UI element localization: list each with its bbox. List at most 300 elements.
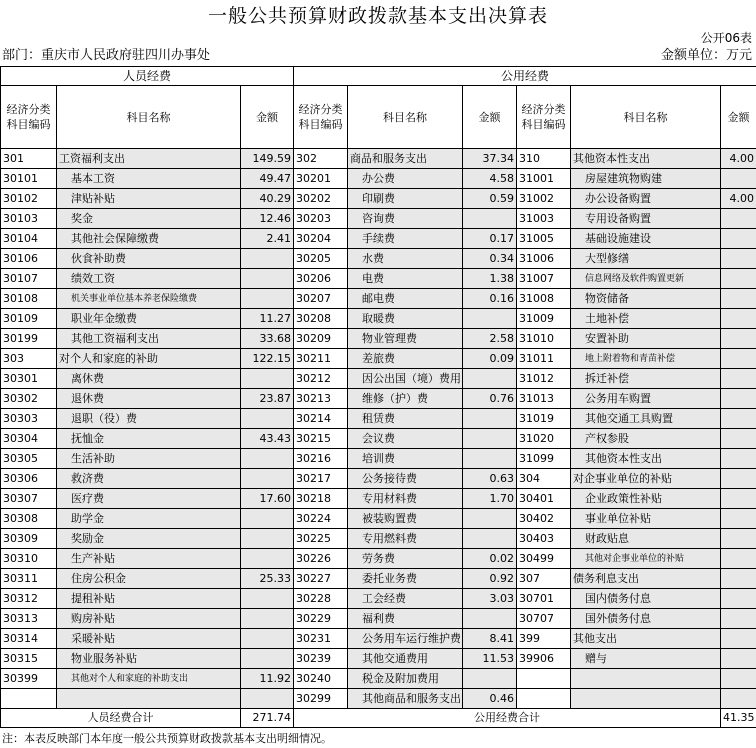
code-cell: 31009 <box>517 309 571 329</box>
code-cell: 30401 <box>517 489 571 509</box>
amount-cell <box>241 529 294 549</box>
code-cell: 30224 <box>294 509 348 529</box>
amount-cell <box>721 649 756 669</box>
amount-unit-label: 金额单位：万元 <box>660 48 752 63</box>
amount-cell <box>241 609 294 629</box>
code-cell: 30299 <box>294 689 348 709</box>
amount-cell <box>721 309 756 329</box>
code-cell: 30215 <box>294 429 348 449</box>
amount-cell <box>721 369 756 389</box>
amount-cell <box>721 349 756 369</box>
code-cell: 30701 <box>517 589 571 609</box>
form-code: 公开06表 <box>700 31 752 45</box>
code-cell: 30227 <box>294 569 348 589</box>
amount-cell <box>721 249 756 269</box>
code-cell: 30103 <box>1 209 57 229</box>
table-row <box>1 289 756 309</box>
name-cell: 专用设备购置 <box>571 209 721 229</box>
code-cell: 30229 <box>294 609 348 629</box>
amount-cell <box>241 629 294 649</box>
code-cell: 30304 <box>1 429 57 449</box>
amount-cell <box>721 269 756 289</box>
amount-cell: 1.38 <box>463 269 517 289</box>
name-cell: 大型修缮 <box>571 249 721 269</box>
table-row <box>1 329 756 349</box>
code-cell: 30228 <box>294 589 348 609</box>
code-cell: 30201 <box>294 169 348 189</box>
column-header-code: 经济分类科目编码 <box>1 86 57 149</box>
name-cell: 财政贴息 <box>571 529 721 549</box>
amount-cell: 1.70 <box>463 489 517 509</box>
name-cell: 水费 <box>348 249 463 269</box>
table-row <box>1 409 756 429</box>
amount-cell: 4.58 <box>463 169 517 189</box>
amount-cell: 4.00 <box>721 149 756 169</box>
name-cell: 奖励金 <box>57 529 241 549</box>
amount-cell: 23.87 <box>241 389 294 409</box>
name-cell: 印刷费 <box>348 189 463 209</box>
name-cell: 其他商品和服务支出 <box>348 689 463 709</box>
code-cell: 30202 <box>294 189 348 209</box>
amount-cell <box>721 609 756 629</box>
code-cell <box>517 669 571 689</box>
amount-cell: 0.92 <box>463 569 517 589</box>
table-row <box>1 349 756 369</box>
amount-cell <box>721 289 756 309</box>
column-header-amount: 金额 <box>463 86 517 149</box>
name-cell: 公务用车运行维护费 <box>348 629 463 649</box>
amount-cell <box>721 169 756 189</box>
amount-cell: 33.68 <box>241 329 294 349</box>
amount-cell <box>721 429 756 449</box>
table-row <box>1 669 756 689</box>
amount-cell: 0.02 <box>463 549 517 569</box>
name-cell: 其他对企事业单位的补贴 <box>571 549 721 569</box>
name-cell: 基础设施建设 <box>571 229 721 249</box>
amount-cell: 0.59 <box>463 189 517 209</box>
code-cell: 30239 <box>294 649 348 669</box>
code-cell: 30214 <box>294 409 348 429</box>
amount-cell <box>721 689 756 709</box>
name-cell: 生活补助 <box>57 449 241 469</box>
amount-cell <box>241 469 294 489</box>
amount-cell <box>721 469 756 489</box>
code-cell: 31013 <box>517 389 571 409</box>
amount-cell: 12.46 <box>241 209 294 229</box>
name-cell: 咨询费 <box>348 209 463 229</box>
code-cell: 30204 <box>294 229 348 249</box>
amount-cell: 11.92 <box>241 669 294 689</box>
code-cell: 30218 <box>294 489 348 509</box>
code-cell: 31012 <box>517 369 571 389</box>
code-cell: 31019 <box>517 409 571 429</box>
name-cell: 其他资本性支出 <box>571 449 721 469</box>
name-cell: 其他交通工具购置 <box>571 409 721 429</box>
public-total-label: 公用经费合计 <box>294 709 721 728</box>
code-cell: 31001 <box>517 169 571 189</box>
name-cell: 安置补助 <box>571 329 721 349</box>
code-cell: 30303 <box>1 409 57 429</box>
code-cell: 30211 <box>294 349 348 369</box>
name-cell: 公务接待费 <box>348 469 463 489</box>
table-row <box>1 489 756 509</box>
name-cell: 助学金 <box>57 509 241 529</box>
name-cell: 提租补贴 <box>57 589 241 609</box>
amount-cell: 2.41 <box>241 229 294 249</box>
table-row <box>1 249 756 269</box>
name-cell: 维修（护）费 <box>348 389 463 409</box>
name-cell: 其他工资福利支出 <box>57 329 241 349</box>
name-cell: 其他支出 <box>571 629 721 649</box>
amount-cell: 0.09 <box>463 349 517 369</box>
name-cell: 委托业务费 <box>348 569 463 589</box>
code-cell: 30109 <box>1 309 57 329</box>
amount-cell <box>241 249 294 269</box>
table-row <box>1 229 756 249</box>
name-cell: 差旅费 <box>348 349 463 369</box>
code-cell: 30315 <box>1 649 57 669</box>
code-cell: 399 <box>517 629 571 649</box>
amount-cell <box>463 449 517 469</box>
code-cell: 30402 <box>517 509 571 529</box>
code-cell: 302 <box>294 149 348 169</box>
code-cell: 31010 <box>517 329 571 349</box>
code-cell: 31006 <box>517 249 571 269</box>
name-cell: 取暖费 <box>348 309 463 329</box>
public-total-value: 41.35 <box>721 709 756 728</box>
code-cell: 30208 <box>294 309 348 329</box>
name-cell: 对企事业单位的补贴 <box>571 469 721 489</box>
name-cell: 机关事业单位基本养老保险缴费 <box>57 289 241 309</box>
name-cell: 事业单位补贴 <box>571 509 721 529</box>
name-cell: 抚恤金 <box>57 429 241 449</box>
code-cell <box>517 689 571 709</box>
code-cell: 31005 <box>517 229 571 249</box>
table-row <box>1 649 756 669</box>
column-header-amount: 金额 <box>241 86 294 149</box>
amount-cell <box>241 449 294 469</box>
name-cell: 退职（役）费 <box>57 409 241 429</box>
name-cell: 救济费 <box>57 469 241 489</box>
name-cell: 国内债务付息 <box>571 589 721 609</box>
code-cell: 301 <box>1 149 57 169</box>
code-cell: 39906 <box>517 649 571 669</box>
table-row <box>1 189 756 209</box>
amount-cell <box>721 229 756 249</box>
code-cell: 31011 <box>517 349 571 369</box>
code-cell: 30206 <box>294 269 348 289</box>
amount-cell: 8.41 <box>463 629 517 649</box>
code-cell: 31099 <box>517 449 571 469</box>
code-cell: 30311 <box>1 569 57 589</box>
amount-cell <box>721 509 756 529</box>
table-row <box>1 529 756 549</box>
amount-cell <box>241 269 294 289</box>
code-cell: 30310 <box>1 549 57 569</box>
name-cell: 拆迁补偿 <box>571 369 721 389</box>
amount-cell <box>721 589 756 609</box>
amount-cell: 3.03 <box>463 589 517 609</box>
amount-cell <box>721 449 756 469</box>
personnel-total-label: 人员经费合计 <box>1 709 241 728</box>
name-cell: 其他对个人和家庭的补助支出 <box>57 669 241 689</box>
table-row <box>1 629 756 649</box>
code-cell: 30312 <box>1 589 57 609</box>
code-cell: 303 <box>1 349 57 369</box>
name-cell: 会议费 <box>348 429 463 449</box>
amount-cell <box>721 209 756 229</box>
table-row <box>1 449 756 469</box>
code-cell: 310 <box>517 149 571 169</box>
amount-cell: 122.15 <box>241 349 294 369</box>
section-header-public: 公用经费 <box>294 67 756 86</box>
name-cell: 对个人和家庭的补助 <box>57 349 241 369</box>
amount-cell <box>463 209 517 229</box>
name-cell: 手续费 <box>348 229 463 249</box>
code-cell: 30205 <box>294 249 348 269</box>
name-cell <box>571 669 721 689</box>
code-cell: 30216 <box>294 449 348 469</box>
section-header-personnel: 人员经费 <box>1 67 294 86</box>
name-cell: 奖金 <box>57 209 241 229</box>
amount-cell <box>463 409 517 429</box>
name-cell: 房屋建筑物购建 <box>571 169 721 189</box>
amount-cell <box>241 549 294 569</box>
table-row <box>1 609 756 629</box>
code-cell: 30213 <box>294 389 348 409</box>
name-cell: 物资储备 <box>571 289 721 309</box>
code-cell: 30226 <box>294 549 348 569</box>
footnote: 注：本表反映部门本年度一般公共预算财政拨款基本支出明细情况。 <box>2 732 332 745</box>
amount-cell <box>463 309 517 329</box>
code-cell: 30499 <box>517 549 571 569</box>
code-cell: 30108 <box>1 289 57 309</box>
amount-cell: 2.58 <box>463 329 517 349</box>
amount-cell <box>241 689 294 709</box>
amount-cell <box>463 369 517 389</box>
name-cell: 税金及附加费用 <box>348 669 463 689</box>
name-cell: 劳务费 <box>348 549 463 569</box>
amount-cell <box>721 569 756 589</box>
code-cell: 30203 <box>294 209 348 229</box>
personnel-total-value: 271.74 <box>241 709 294 728</box>
amount-cell: 25.33 <box>241 569 294 589</box>
name-cell: 租赁费 <box>348 409 463 429</box>
name-cell <box>57 689 241 709</box>
amount-cell: 37.34 <box>463 149 517 169</box>
name-cell: 退休费 <box>57 389 241 409</box>
name-cell: 办公费 <box>348 169 463 189</box>
name-cell: 债务利息支出 <box>571 569 721 589</box>
report-title: 一般公共预算财政拨款基本支出决算表 <box>207 5 548 27</box>
amount-cell <box>241 509 294 529</box>
code-cell: 30403 <box>517 529 571 549</box>
amount-cell <box>241 649 294 669</box>
name-cell: 邮电费 <box>348 289 463 309</box>
amount-cell: 0.16 <box>463 289 517 309</box>
name-cell: 产权参股 <box>571 429 721 449</box>
code-cell: 30240 <box>294 669 348 689</box>
amount-cell: 149.59 <box>241 149 294 169</box>
name-cell <box>571 689 721 709</box>
code-cell: 30209 <box>294 329 348 349</box>
column-header-name: 科目名称 <box>57 86 241 149</box>
amount-cell <box>241 369 294 389</box>
amount-cell <box>463 529 517 549</box>
name-cell: 物业管理费 <box>348 329 463 349</box>
name-cell: 商品和服务支出 <box>348 149 463 169</box>
amount-cell: 43.43 <box>241 429 294 449</box>
table-row <box>1 209 756 229</box>
code-cell: 31002 <box>517 189 571 209</box>
name-cell: 医疗费 <box>57 489 241 509</box>
table-row <box>1 689 756 709</box>
name-cell: 企业政策性补贴 <box>571 489 721 509</box>
code-cell: 30306 <box>1 469 57 489</box>
name-cell: 信息网络及软件购置更新 <box>571 269 721 289</box>
code-cell: 30199 <box>1 329 57 349</box>
table-row <box>1 509 756 529</box>
code-cell: 30106 <box>1 249 57 269</box>
code-cell: 31008 <box>517 289 571 309</box>
amount-cell: 0.34 <box>463 249 517 269</box>
table-row <box>1 589 756 609</box>
code-cell: 30308 <box>1 509 57 529</box>
amount-cell <box>721 629 756 649</box>
name-cell: 其他资本性支出 <box>571 149 721 169</box>
amount-cell: 0.76 <box>463 389 517 409</box>
amount-cell <box>241 409 294 429</box>
name-cell: 福利费 <box>348 609 463 629</box>
table-row <box>1 549 756 569</box>
code-cell: 30309 <box>1 529 57 549</box>
code-cell: 30225 <box>294 529 348 549</box>
amount-cell <box>241 289 294 309</box>
amount-cell <box>721 329 756 349</box>
column-header-code: 经济分类科目编码 <box>517 86 571 149</box>
name-cell: 培训费 <box>348 449 463 469</box>
name-cell: 工资福利支出 <box>57 149 241 169</box>
amount-cell <box>241 589 294 609</box>
name-cell: 专用燃料费 <box>348 529 463 549</box>
table-row <box>1 269 756 289</box>
table-row <box>1 569 756 589</box>
name-cell: 职业年金缴费 <box>57 309 241 329</box>
code-cell: 30231 <box>294 629 348 649</box>
code-cell: 30313 <box>1 609 57 629</box>
table-row <box>1 149 756 169</box>
name-cell: 伙食补助费 <box>57 249 241 269</box>
expenditure-table <box>0 66 756 728</box>
column-header-name: 科目名称 <box>348 86 463 149</box>
name-cell: 被装购置费 <box>348 509 463 529</box>
name-cell: 生产补贴 <box>57 549 241 569</box>
code-cell: 30307 <box>1 489 57 509</box>
name-cell: 采暖补贴 <box>57 629 241 649</box>
code-cell: 30101 <box>1 169 57 189</box>
name-cell: 其他交通费用 <box>348 649 463 669</box>
department-label: 部门：重庆市人民政府驻四川办事处 <box>2 48 211 63</box>
name-cell: 购房补贴 <box>57 609 241 629</box>
table-row <box>1 469 756 489</box>
code-cell <box>1 689 57 709</box>
code-cell: 30212 <box>294 369 348 389</box>
amount-cell <box>721 389 756 409</box>
amount-cell: 0.63 <box>463 469 517 489</box>
amount-cell <box>721 489 756 509</box>
code-cell: 307 <box>517 569 571 589</box>
code-cell: 304 <box>517 469 571 489</box>
name-cell: 其他社会保障缴费 <box>57 229 241 249</box>
code-cell: 31020 <box>517 429 571 449</box>
name-cell: 物业服务补贴 <box>57 649 241 669</box>
amount-cell <box>463 509 517 529</box>
code-cell: 30102 <box>1 189 57 209</box>
name-cell: 地上附着物和青苗补偿 <box>571 349 721 369</box>
code-cell: 30302 <box>1 389 57 409</box>
amount-cell <box>721 549 756 569</box>
amount-cell: 40.29 <box>241 189 294 209</box>
table-row <box>1 429 756 449</box>
table-row <box>1 309 756 329</box>
name-cell: 因公出国（境）费用 <box>348 369 463 389</box>
code-cell: 30301 <box>1 369 57 389</box>
table-row <box>1 369 756 389</box>
name-cell: 专用材料费 <box>348 489 463 509</box>
name-cell: 土地补偿 <box>571 309 721 329</box>
column-header-amount: 金额 <box>721 86 756 149</box>
code-cell: 30217 <box>294 469 348 489</box>
column-header-name: 科目名称 <box>571 86 721 149</box>
amount-cell <box>721 529 756 549</box>
name-cell: 津贴补贴 <box>57 189 241 209</box>
table-row <box>1 389 756 409</box>
amount-cell: 11.27 <box>241 309 294 329</box>
amount-cell: 0.17 <box>463 229 517 249</box>
code-cell: 30207 <box>294 289 348 309</box>
name-cell: 离休费 <box>57 369 241 389</box>
amount-cell: 4.00 <box>721 189 756 209</box>
name-cell: 电费 <box>348 269 463 289</box>
name-cell: 基本工资 <box>57 169 241 189</box>
amount-cell <box>463 669 517 689</box>
name-cell: 办公设备购置 <box>571 189 721 209</box>
code-cell: 30707 <box>517 609 571 629</box>
code-cell: 30104 <box>1 229 57 249</box>
amount-cell <box>721 409 756 429</box>
amount-cell: 0.46 <box>463 689 517 709</box>
amount-cell <box>463 429 517 449</box>
code-cell: 30314 <box>1 629 57 649</box>
amount-cell: 49.47 <box>241 169 294 189</box>
name-cell: 国外债务付息 <box>571 609 721 629</box>
code-cell: 30107 <box>1 269 57 289</box>
name-cell: 住房公积金 <box>57 569 241 589</box>
amount-cell: 11.53 <box>463 649 517 669</box>
amount-cell <box>721 669 756 689</box>
code-cell: 31003 <box>517 209 571 229</box>
name-cell: 公务用车购置 <box>571 389 721 409</box>
code-cell: 30399 <box>1 669 57 689</box>
amount-cell: 17.60 <box>241 489 294 509</box>
column-header-code: 经济分类科目编码 <box>294 86 348 149</box>
code-cell: 31007 <box>517 269 571 289</box>
name-cell: 绩效工资 <box>57 269 241 289</box>
name-cell: 赠与 <box>571 649 721 669</box>
table-row <box>1 169 756 189</box>
code-cell: 30305 <box>1 449 57 469</box>
amount-cell <box>463 609 517 629</box>
